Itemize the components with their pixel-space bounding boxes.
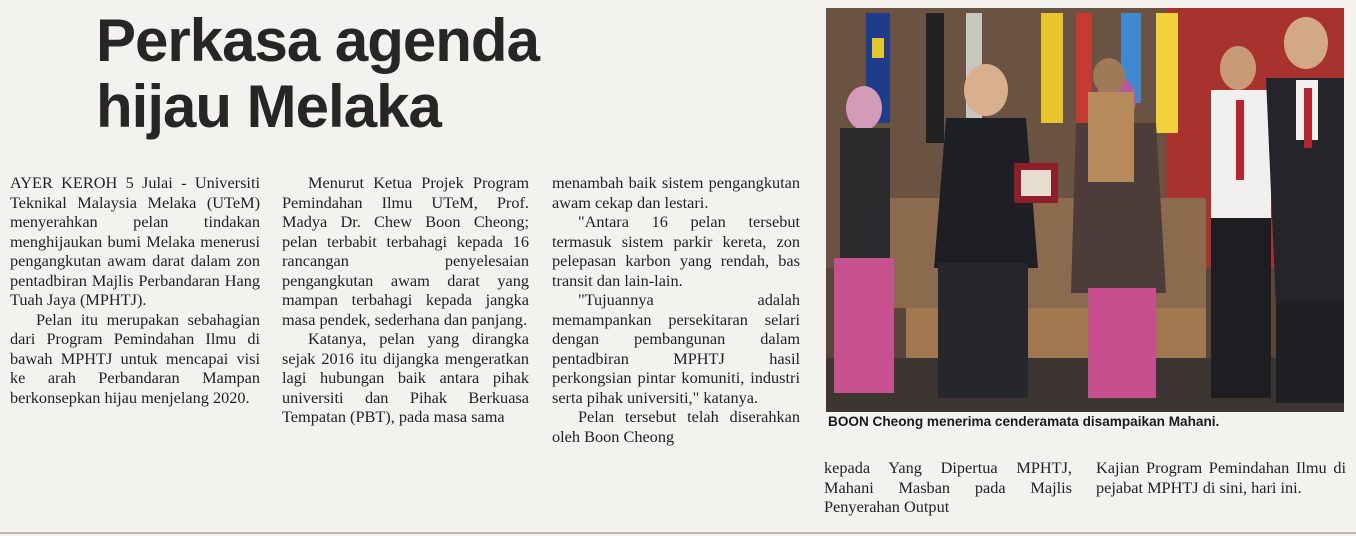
article-column-4 (824, 458, 1072, 517)
paragraph: "Antara 16 pelan tersebut termasuk sistem parkir kereta, zon pelepasan karbon yang rendah, bas transit dan lain-lain. (552, 212, 800, 290)
article-column-2 (282, 173, 529, 427)
paragraph: Pelan itu merupakan sebahagian dari Program Pemindahan Ilmu di bawah MPHTJ untuk mencapai visi ke arah Perbandaran Mampan berkonsepkan hijau menjelang 2020. (10, 309, 260, 407)
headline-line-1: Perkasa agenda (96, 7, 539, 74)
photo-caption: BOON Cheong menerima cenderamata disampaikan Mahani. (828, 414, 1220, 429)
paragraph: "Tujuannya adalah memampankan persekitaran selari dengan pembangunan dalam pentadbiran MPHTJ hasil perkongsian pintar komuniti, industri serta pihak universiti," katanya. (552, 290, 800, 407)
headline-line-2: hijau Melaka (96, 73, 441, 140)
paragraph: Kajian Program Pemindahan Ilmu di pejabat MPHTJ di sini, hari ini. (1096, 458, 1346, 497)
article-column-1 (10, 173, 260, 407)
article-column-3 (552, 173, 800, 446)
paragraph: kepada Yang Dipertua MPHTJ, Mahani Masban pada Majlis Penyerahan Output (824, 458, 1072, 516)
paragraph: AYER KEROH 5 Julai - Universiti Teknikal Malaysia Melaka (UTeM) menyerahkan pelan tindakan menghijaukan bumi Melaka menerusi pengangkutan awam darat dalam zon pentadbiran Majlis Perbandaran Hang Tuah Jaya (MPHTJ). (10, 173, 260, 309)
news-photo (826, 8, 1344, 412)
paragraph: Menurut Ketua Projek Program Pemindahan Ilmu UTeM, Prof. Madya Dr. Chew Boon Cheong; pelan terbabit terbahagi kepada 16 rancangan penyelesaian pengangkutan awam darat yang mampan terbahagi kepada jangka masa pendek, sederhana dan panjang. (282, 173, 529, 329)
article-column-5 (1096, 458, 1346, 497)
bottom-divider (0, 532, 1356, 534)
headline (96, 8, 796, 140)
paragraph: Katanya, pelan yang dirangka sejak 2016 itu dijangka mengeratkan lagi hubungan baik antara pihak universiti dan Pihak Berkuasa Tempatan (PBT), pada masa sama (282, 329, 529, 426)
paragraph: menambah baik sistem pengangkutan awam cekap dan lestari. (552, 173, 800, 212)
paragraph: Pelan tersebut telah diserahkan oleh Boon Cheong (552, 407, 800, 446)
